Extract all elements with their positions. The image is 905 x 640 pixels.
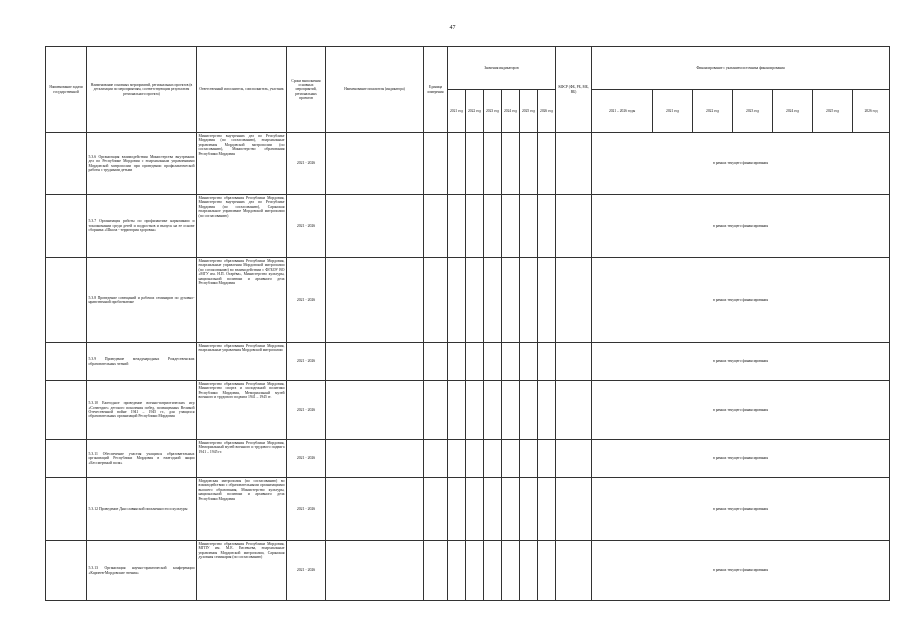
event-name: 5.3.13 Организация научно-практической конференции «Карпеев-Мордовские чтения» [87,541,197,601]
term: 2021 - 2026 [287,440,326,478]
table-row [46,133,890,195]
term: 2021 - 2026 [287,195,326,258]
target-year: 2023 год [484,90,502,133]
finance-year: 2025 год [813,90,853,133]
target-year: 2026 год [538,90,556,133]
finance-year: 2023 год [733,90,773,133]
financing: в рамках текущего финансирования [592,133,890,195]
responsible: Мордовская митрополия (по согласованию) во взаимодействии с образовательными организациями высшего образования, Министерство культуры, национальной политики и архивного дела Республики Мордовия [197,478,287,541]
event-name: 5.3.12 Проведение Дня славянской письменности и культуры [87,478,197,541]
header-unit: Единица измерения [424,47,448,133]
header-responsible: Ответственный исполнитель, соисполнитель, участник [197,47,287,133]
term: 2021 - 2026 [287,381,326,440]
responsible: Министерство образования Республики Мордовия, Мемориальный музей военного и трудового подвига 1941 – 1945 гг. [197,440,287,478]
table-row [46,541,890,601]
target-year: 2022 год [466,90,484,133]
responsible: Министерство образования Республики Мордовия, МГПУ им. М.Е. Евсевьева, епархиальные управления Мордовской митрополии, Саранская духовная семинария (по согласованию) [197,541,287,601]
header-task: Наименование задачи государственной [46,47,87,133]
header-finance: Финансирование с указанием источника финансирования [592,47,890,90]
financing: в рамках текущего финансирования [592,258,890,343]
event-name: 5.3.10 Ежегодное проведение военно-патриотических игр «Созвездие» детского поколения побед, посвященных Великой Отечественной войне 1941 – 1945 гг., для учащихся образовательных организаций Республики Мордовия [87,381,197,440]
responsible: Министерство образования Республики Мордовия, Министерство спорта и молодежной политики Республики Мордовия, Мемориальный музей военного и трудового подвига 1941 – 1945 гг. [197,381,287,440]
table-row [46,343,890,381]
header-targets: Значения индикаторов [448,47,556,90]
table-row [46,440,890,478]
program-table [45,46,890,601]
event-name: 5.3.7 Организация работы по профилактике наркомании и токсикомании среди детей и подростков и выпуск на ее основе сборника «Школа - территория здоровья» [87,195,197,258]
finance-year: 2026 год [853,90,890,133]
target-year: 2025 год [520,90,538,133]
financing: в рамках текущего финансирования [592,541,890,601]
financing: в рамках текущего финансирования [592,195,890,258]
term: 2021 - 2026 [287,343,326,381]
financing: в рамках текущего финансирования [592,478,890,541]
table-row [46,381,890,440]
header-event: Наименование основных мероприятий, региональных проектов (в детализации по мероприятиям, соответствующим результатам регионального проекта) [87,47,197,133]
finance-year: 2021 год [653,90,693,133]
page-number: 47 [449,25,456,31]
term: 2021 - 2026 [287,258,326,343]
table-row [46,478,890,541]
table-row [46,195,890,258]
target-year: 2021 год [448,90,466,133]
header-kbk: КФСР (ФБ, РБ, МБ, ВБ) [556,47,592,133]
table-body [46,133,890,601]
responsible: Министерство образования Республики Мордовия, епархиальные управления Мордовской митрополии (по согласованию) во взаимодействии с ФГБОУ ВО «МГУ им. Н.П. Огарёва», Министерство культуры, национальной политики и архивного дела Республики Мордовия [197,258,287,343]
event-name: 5.3.11 Обеспечение участия учащихся образовательных организаций Республики Мордовия в ежегодной акции «Бессмертный полк» [87,440,197,478]
financing: в рамках текущего финансирования [592,343,890,381]
event-name: 5.3.9 Проведение международных Рождественских образовательных чтений [87,343,197,381]
financing: в рамках текущего финансирования [592,381,890,440]
header-term: Сроки выполнения основных мероприятий, региональных проектов [287,47,326,133]
responsible: Министерство образования Республики Мордовия, Министерство внутренних дел по Республике Мордовия (по согласованию), Саранская епархиальное управление Мордовской митрополии (по согласованию) [197,195,287,258]
responsible: Министерство внутренних дел по Республике Мордовия (по согласованию), епархиальные управления Мордовской митрополии (по согласованию), Министерство образования Республики Мордовия [197,133,287,195]
target-year: 2024 год [502,90,520,133]
term: 2021 - 2026 [287,541,326,601]
responsible: Министерство образования Республики Мордовия, епархиальные управления Мордовской митрополии [197,343,287,381]
table-row [46,258,890,343]
term: 2021 - 2026 [287,133,326,195]
finance-year: 2022 год [693,90,733,133]
event-name: 5.3.8 Проведение совещаний и рабочих семинаров по духовно-нравственной проблематике [87,258,197,343]
event-name: 5.3.6 Организация взаимодействия Министерства внутренних дел по Республике Мордовия с епархиальным управлениями Мордовской митрополии при проведении профилактической работы с трудными детьми [87,133,197,195]
financing: в рамках текущего финансирования [592,440,890,478]
term: 2021 - 2026 [287,478,326,541]
finance-year: 2021 – 2026 годы [592,90,653,133]
header-indicator: Наименование показателя (индикатора) [326,47,424,133]
finance-year: 2024 год [773,90,813,133]
